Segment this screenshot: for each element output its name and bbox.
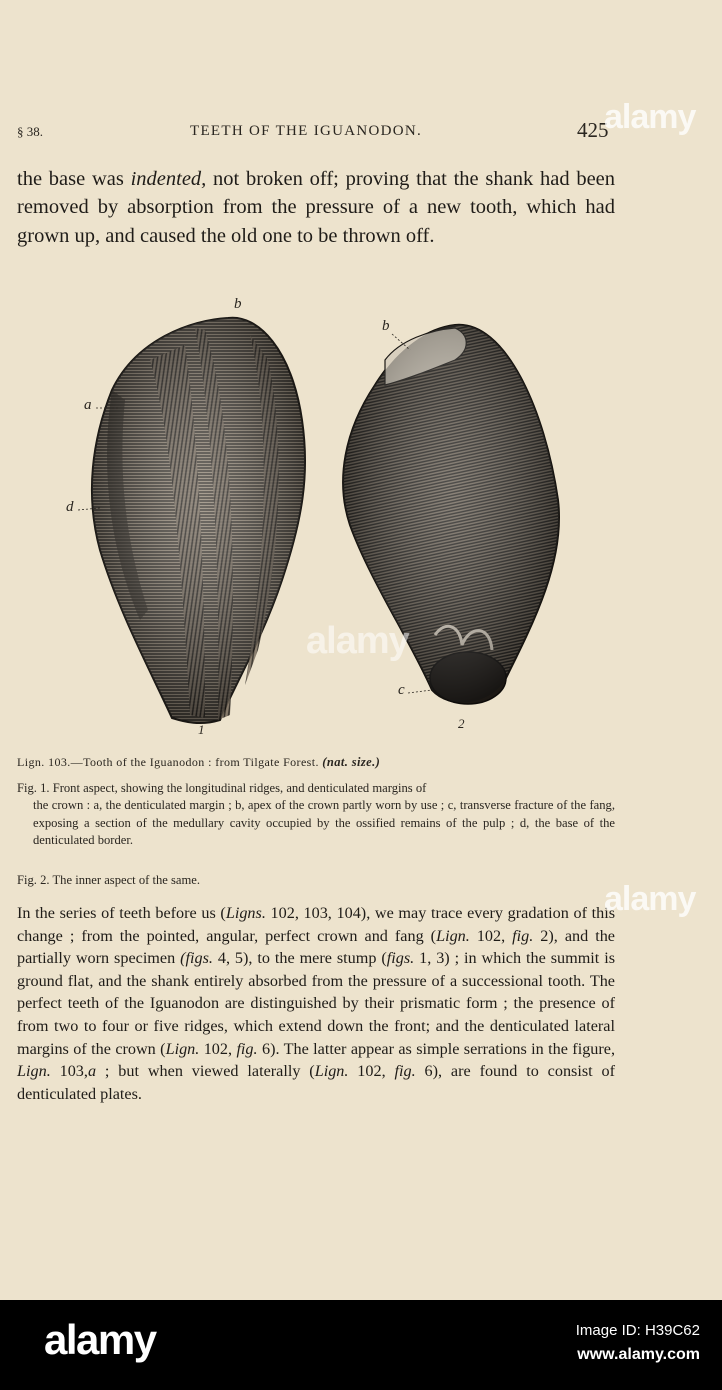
site-url: www.alamy.com [577, 1346, 700, 1363]
watermark-center: alamy [306, 620, 409, 662]
opening-paragraph: the base was indented, not broken off; proving that the shank had been removed by absorption from the pressure of a new tooth, which had grown up, and caused the old one to be thrown off. [17, 168, 616, 247]
label-b-fig1: b [234, 296, 242, 312]
label-c: c [398, 682, 405, 698]
page-title: TEETH OF THE IGUANODON. [190, 123, 423, 139]
figure-number-1: 1 [198, 722, 205, 737]
image-id: Image ID: H39C62 [575, 1322, 700, 1339]
figure-caption-heading: Lign. 103.—Tooth of the Iguanodon : from Tilgate Forest. (nat. size.) [17, 755, 381, 769]
label-b-fig2: b [382, 318, 390, 334]
label-a: a [84, 397, 92, 413]
page-number: 425 [577, 118, 609, 142]
figure-2-description: Fig. 2. The inner aspect of the same. [17, 873, 201, 887]
main-paragraph: In the series of teeth before us (Ligns. 102, 103, 104), we may trace every gradation of this change ; from the pointed, angular, perfect crown and fang (Lign. 102, fig. 2), and the partially worn specimen (figs. 4, 5), to the mere stump (figs. 1, 3) ; in which the summit is ground flat, and the shank entirely absorbed from the pressure of a successional tooth. The perfect teeth of the Iguanodon are distinguished by their prismatic form ; the presence of from two to four or five ridges, which extend down the front; and the denticulated lateral margins of the crown (Lign. 102, fig. 6). The latter appear as simple serrations in the figure, Lign. 103,a ; but when viewed laterally (Lign. 102, fig. 6), are found to consist of denticulated plates. [17, 904, 616, 1103]
tooth-front-aspect [92, 318, 305, 723]
tooth-illustration [0, 290, 722, 750]
watermark-lower-right: alamy [604, 880, 696, 918]
label-d: d [66, 499, 74, 515]
stock-footer-bar [0, 1300, 722, 1390]
alamy-logo: alamy [44, 1316, 156, 1363]
figure-1-description: Fig. 1. Front aspect, showing the longitudinal ridges, and denticulated margins of the crown : a, the denticulated margin ; b, apex of the crown partly worn by use ; c, transverse fracture of the fang, exposing a section of the medullary cavity occupied by the ossified remains of the pulp ; d, the base of the denticulated border. [17, 781, 615, 848]
watermark-top-right: alamy [604, 98, 696, 136]
figure-number-2: 2 [458, 716, 465, 731]
section-number: § 38. [17, 124, 43, 139]
